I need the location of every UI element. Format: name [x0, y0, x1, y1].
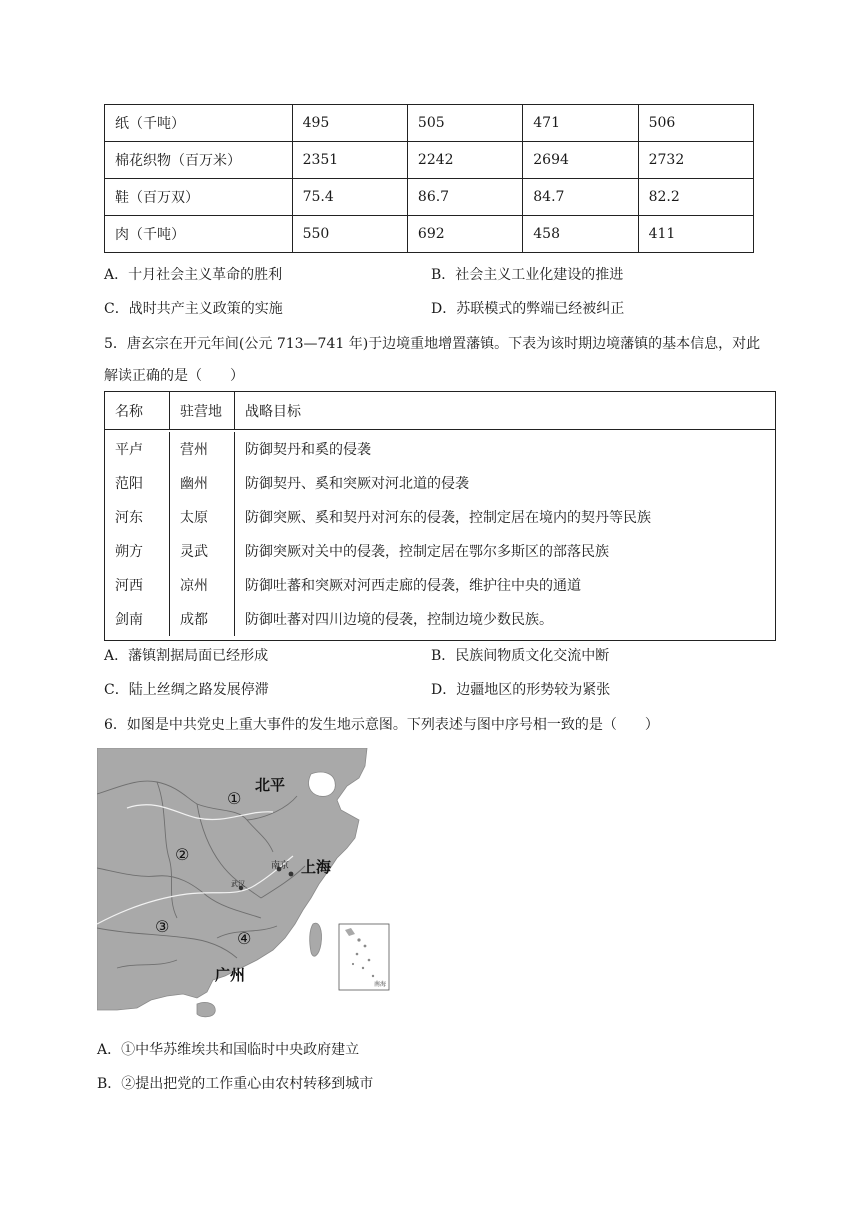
table-cell: 防御契丹、奚和突厥对河北道的侵袭: [245, 476, 469, 492]
table-cell: 范阳: [105, 466, 170, 500]
table-cell: 棉花织物（百万米）: [105, 142, 293, 179]
production-table: [104, 104, 754, 253]
table-cell: 朔方: [105, 534, 170, 568]
table-row: [105, 179, 754, 216]
table-cell: 505: [407, 105, 522, 142]
q6-stem: 6．如图是中共党史上重大事件的发生地示意图。下列表述与图中序号相一致的是（ ）: [104, 717, 659, 733]
table-cell: 82.2: [638, 179, 753, 216]
table-cell: 灵武: [170, 534, 235, 568]
table-cell: 太原: [170, 500, 235, 534]
shanghai-label: 上海: [301, 858, 332, 876]
q5-stem-line1: 5．唐玄宗在开元年间(公元 713—741 年)于边境重地增置藩镇。下表为该时期边境藩镇的基本信息，对此: [104, 336, 761, 352]
table-row: [105, 216, 754, 253]
table-cell: 2694: [523, 142, 638, 179]
table-cell: 防御突厥对关中的侵袭，控制定居在鄂尔多斯区的部落民族: [245, 544, 609, 560]
table-cell: 495: [292, 105, 407, 142]
table-row: [105, 466, 775, 500]
q6-option-a[interactable]: A．①中华苏维埃共和国临时中央政府建立: [97, 1042, 360, 1058]
table-cell: 鞋（百万双）: [105, 179, 293, 216]
marker-4: ④: [237, 929, 252, 948]
q6-option-b[interactable]: B．②提出把党的工作重心由农村转移到城市: [97, 1076, 374, 1092]
table-cell: 86.7: [407, 179, 522, 216]
table-cell: 550: [292, 216, 407, 253]
table-cell: 营州: [170, 432, 235, 466]
table-cell: 2732: [638, 142, 753, 179]
table-cell: 458: [523, 216, 638, 253]
q4-option-b[interactable]: B．社会主义工业化建设的推进: [431, 267, 624, 283]
table-cell: 凉州: [170, 568, 235, 602]
table-header-row: [105, 392, 775, 430]
table-row: [105, 534, 775, 568]
table-cell: 411: [638, 216, 753, 253]
event-location-map: [97, 748, 393, 1018]
nanjing-label: 南京: [271, 861, 290, 871]
table-row: [105, 602, 775, 636]
beiping-label: 北平: [255, 776, 286, 794]
table-row: [105, 142, 754, 179]
hainan-island: [197, 1002, 215, 1016]
q5-option-a[interactable]: A．藩镇割据局面已经形成: [104, 648, 269, 664]
table-row: [105, 105, 754, 142]
marker-2: ②: [175, 845, 190, 864]
table-cell: 471: [523, 105, 638, 142]
q5-option-c[interactable]: C．陆上丝绸之路发展停滞: [104, 682, 269, 698]
fanzhen-table: [104, 391, 776, 641]
table-header-cell: 战略目标: [245, 403, 301, 420]
table-cell: 纸（千吨）: [105, 105, 293, 142]
table-cell: 2351: [292, 142, 407, 179]
q4-option-a[interactable]: A．十月社会主义革命的胜利: [104, 267, 283, 283]
table-cell: 河东: [105, 500, 170, 534]
shanghai-dot: [289, 872, 294, 877]
table-cell: 防御吐蕃和突厥对河西走廊的侵袭，维护往中央的通道: [245, 578, 581, 594]
q5-option-d[interactable]: D．边疆地区的形势较为紧张: [431, 682, 611, 698]
marker-3: ③: [155, 917, 170, 936]
table-cell: 75.4: [292, 179, 407, 216]
table-cell: 2242: [407, 142, 522, 179]
table-cell: 肉（千吨）: [105, 216, 293, 253]
table-row: [105, 432, 775, 466]
bohai-sea: [309, 772, 336, 796]
table-cell: 防御吐蕃对四川边境的侵袭，控制边境少数民族。: [245, 612, 553, 628]
inset-label: 南海: [374, 981, 387, 988]
table-row: [105, 568, 775, 602]
table-cell: 506: [638, 105, 753, 142]
table-header-cell: 名称: [105, 392, 170, 429]
guangzhou-label: 广州: [215, 966, 246, 984]
table-cell: 84.7: [523, 179, 638, 216]
q5-option-b[interactable]: B．民族间物质文化交流中断: [431, 648, 610, 664]
table-cell: 平卢: [105, 432, 170, 466]
table-cell: 剑南: [105, 602, 170, 636]
table-cell: 692: [407, 216, 522, 253]
table-cell: 防御契丹和奚的侵袭: [245, 442, 371, 458]
q4-option-d[interactable]: D．苏联模式的弊端已经被纠正: [431, 301, 625, 317]
q5-stem-line2: 解读正确的是（ ）: [104, 368, 244, 384]
table-cell: 幽州: [170, 466, 235, 500]
table-cell: 成都: [170, 602, 235, 636]
q4-option-c[interactable]: C．战时共产主义政策的实施: [104, 301, 283, 317]
wuhan-label: 武汉: [231, 880, 245, 888]
table-header-cell: 驻营地: [170, 392, 235, 429]
marker-1: ①: [227, 789, 242, 808]
table-row: [105, 500, 775, 534]
table-cell: 防御突厥、奚和契丹对河东的侵袭，控制定居在境内的契丹等民族: [245, 510, 651, 526]
table-cell: 河西: [105, 568, 170, 602]
